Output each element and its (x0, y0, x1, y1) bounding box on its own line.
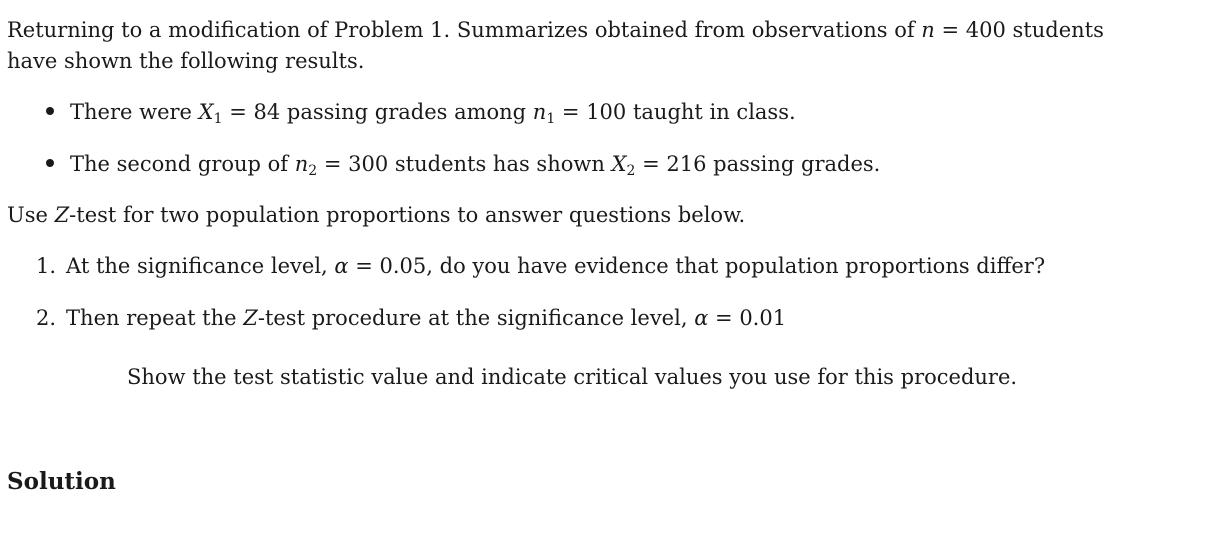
var-x2-sub: 2 (626, 163, 636, 179)
alpha-symbol: α (694, 306, 709, 330)
question-1-number: 1. (36, 254, 57, 278)
bullet-icon (46, 107, 54, 115)
question-2 (36, 305, 786, 331)
var-x1: X (198, 100, 214, 124)
var-n1-sub: 1 (546, 111, 556, 127)
bullet-icon (46, 159, 54, 167)
intro-line-1 (7, 17, 1104, 43)
question-1-pre: At the significance level, (66, 254, 335, 278)
bullet-1-pre: There were (70, 100, 199, 124)
question-2-pre: Then repeat the (66, 306, 244, 330)
question-1 (36, 253, 1045, 279)
z-symbol: Z (54, 203, 70, 227)
bullet-1-mid: = 84 passing grades among (222, 100, 533, 124)
intro-line-2: have shown the following results. (7, 49, 365, 73)
bullet-1-post: = 100 taught in class. (555, 100, 796, 124)
intro-equation: = 400 students (934, 18, 1104, 42)
bullet-2-post: = 216 passing grades. (635, 152, 881, 176)
question-2-mid: -test procedure at the significance level, (257, 306, 695, 330)
bullet-item-1 (46, 99, 796, 132)
question-1-post: = 0.05, do you have evidence that population proportions differ? (348, 254, 1046, 278)
question-2-number: 2. (36, 306, 57, 330)
instruction-post: -test for two population proportions to answer questions below. (69, 203, 746, 227)
var-x1-sub: 1 (213, 111, 223, 127)
solution-heading: Solution (7, 468, 116, 495)
bullet-2-mid: = 300 students has shown (317, 152, 612, 176)
var-n2: n (294, 152, 309, 176)
bullet-2-pre: The second group of (70, 152, 295, 176)
instruction-pre: Use (7, 203, 55, 227)
var-n1: n (532, 100, 547, 124)
instruction-note: Show the test statistic value and indicate critical values you use for this procedure. (127, 365, 1018, 389)
z-symbol: Z (243, 306, 258, 330)
var-x2: X (611, 152, 627, 176)
n-symbol: n (921, 18, 935, 42)
bullet-item-2 (46, 151, 880, 184)
var-n2-sub: 2 (308, 163, 318, 179)
intro-text: Returning to a modification of Problem 1. Summarizes obtained from observations of (7, 18, 922, 42)
alpha-symbol: α (334, 254, 349, 278)
instruction-line (7, 202, 745, 228)
question-2-post: = 0.01 (708, 306, 787, 330)
